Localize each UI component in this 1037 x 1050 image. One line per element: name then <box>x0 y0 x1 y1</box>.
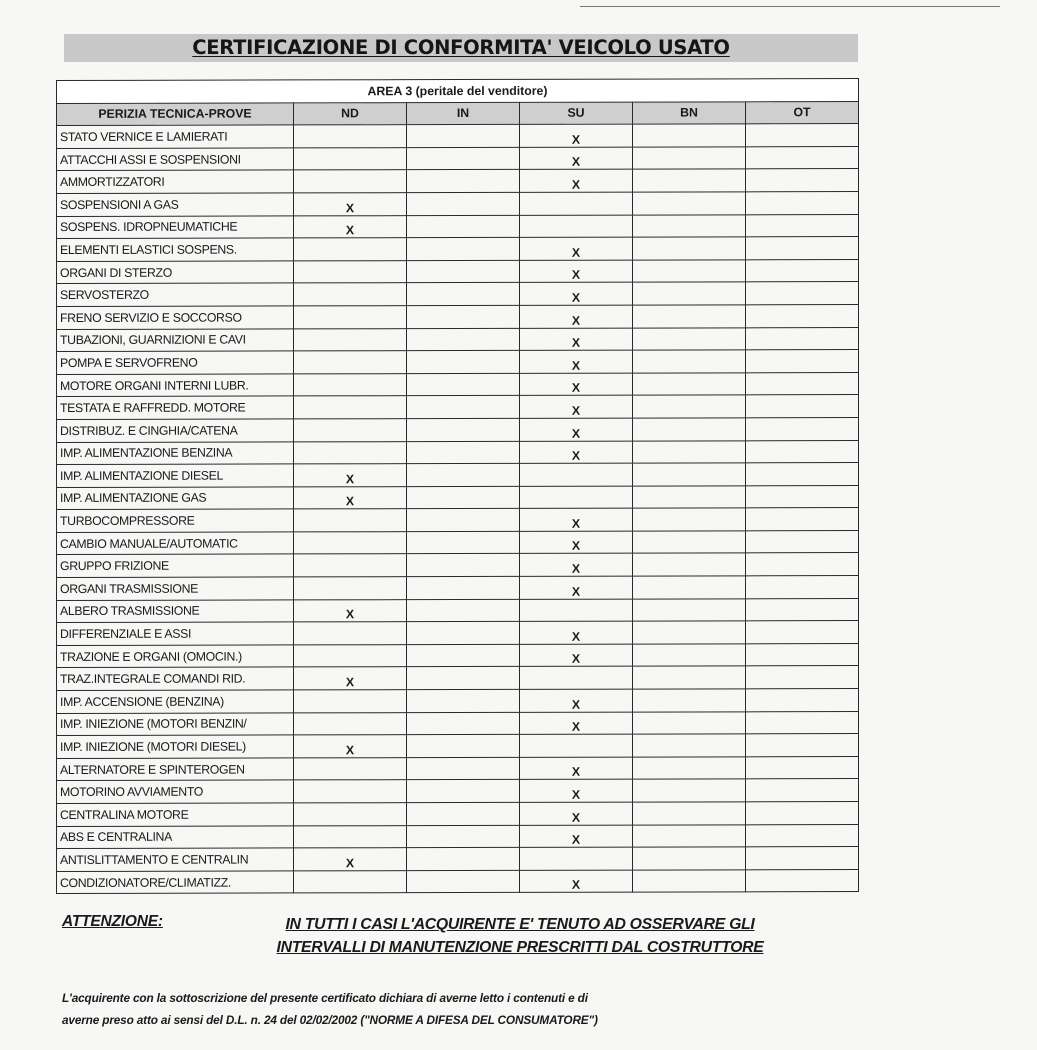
mark-cell-bn <box>633 666 746 689</box>
mark-cell-nd: X <box>294 464 407 487</box>
mark-cell-su: X <box>520 621 633 644</box>
mark-cell-ot <box>746 372 859 395</box>
row-label: DIFFERENZIALE E ASSI <box>57 622 294 645</box>
document-title: CERTIFICAZIONE DI CONFORMITA' VEICOLO USATO <box>192 36 730 59</box>
mark-cell-nd <box>294 644 407 667</box>
row-label: CAMBIO MANUALE/AUTOMATIC <box>57 532 294 555</box>
mark-cell-su <box>520 667 633 690</box>
row-label: CONDIZIONATORE/CLIMATIZZ. <box>57 871 294 894</box>
mark-cell-su: X <box>520 169 633 192</box>
mark-cell-su: X <box>520 418 633 441</box>
mark-cell-bn <box>633 418 746 441</box>
declaration-line-2: averne preso atto ai sensi del D.L. n. 24 del 02/02/2002 ("NORME A DIFESA DEL CONSUMATORE") <box>62 1013 598 1027</box>
mark-cell-bn <box>633 147 746 170</box>
mark-cell-bn <box>633 531 746 554</box>
mark-cell-in <box>407 441 520 464</box>
mark-cell-in <box>407 622 520 645</box>
table-row <box>57 508 859 533</box>
row-label: DISTRIBUZ. E CINGHIA/CATENA <box>57 419 294 442</box>
mark-cell-in <box>407 599 520 622</box>
mark-cell-bn <box>633 192 746 215</box>
inspection-table <box>56 78 859 894</box>
mark-cell-su: X <box>520 802 633 825</box>
table-row <box>57 124 859 149</box>
col-header-nd: ND <box>294 102 407 125</box>
row-label: SOSPENSIONI A GAS <box>57 193 294 216</box>
table-row <box>57 869 859 894</box>
mark-cell-su: X <box>520 328 633 351</box>
table-row <box>57 304 859 329</box>
table-row <box>57 779 859 804</box>
mark-cell-nd <box>294 870 407 893</box>
row-label: IMP. ALIMENTAZIONE GAS <box>57 487 294 510</box>
mark-cell-bn <box>633 779 746 802</box>
mark-cell-nd <box>294 283 407 306</box>
mark-cell-su: X <box>520 870 633 893</box>
mark-cell-su <box>520 847 633 870</box>
mark-cell-in <box>407 125 520 148</box>
mark-cell-nd: X <box>294 667 407 690</box>
mark-cell-nd <box>294 712 407 735</box>
table-row <box>57 146 859 171</box>
mark-cell-bn <box>633 598 746 621</box>
mark-cell-su: X <box>520 147 633 170</box>
mark-cell-bn <box>633 373 746 396</box>
row-label: ALTERNATORE E SPINTEROGEN <box>57 758 294 781</box>
table-row <box>57 711 859 736</box>
mark-cell-nd: X <box>294 193 407 216</box>
mark-cell-nd: X <box>294 215 407 238</box>
mark-cell-in <box>407 463 520 486</box>
table-row <box>57 847 859 872</box>
attention-line-2: INTERVALLI DI MANUTENZIONE PRESCRITTI DAL COSTRUTTORE <box>276 939 764 956</box>
table-row <box>57 576 859 601</box>
mark-cell-in <box>407 825 520 848</box>
declaration-line-1: L'acquirente con la sottoscrizione del presente certificato dichiara di averne letto i contenuti e di <box>62 991 588 1005</box>
mark-cell-in <box>407 238 520 261</box>
mark-cell-su: X <box>520 124 633 147</box>
mark-cell-ot <box>746 756 859 779</box>
mark-cell-bn <box>633 440 746 463</box>
mark-cell-su: X <box>520 282 633 305</box>
mark-cell-nd <box>294 577 407 600</box>
table-row <box>57 734 859 759</box>
mark-cell-ot <box>746 576 859 599</box>
table-row <box>57 802 859 827</box>
mark-cell-bn <box>633 824 746 847</box>
mark-cell-in <box>407 396 520 419</box>
mark-cell-nd <box>294 690 407 713</box>
row-label: TURBOCOMPRESSORE <box>57 509 294 532</box>
mark-cell-bn <box>633 802 746 825</box>
mark-cell-in <box>407 848 520 871</box>
row-label: ELEMENTI ELASTICI SOSPENS. <box>57 238 294 261</box>
row-label: TUBAZIONI, GUARNIZIONI E CAVI <box>57 328 294 351</box>
mark-cell-in <box>407 757 520 780</box>
mark-cell-nd <box>294 780 407 803</box>
mark-cell-bn <box>633 576 746 599</box>
mark-cell-ot <box>746 643 859 666</box>
table-row <box>57 485 859 510</box>
mark-cell-nd: X <box>294 599 407 622</box>
table-row <box>57 417 859 442</box>
attention-label: ATTENZIONE: <box>62 913 163 930</box>
row-label: IMP. INIEZIONE (MOTORI BENZIN/ <box>57 713 294 736</box>
row-label: IMP. ALIMENTAZIONE BENZINA <box>57 441 294 464</box>
col-header-perizia: PERIZIA TECNICA-PROVE <box>57 103 294 126</box>
mark-cell-in <box>407 802 520 825</box>
mark-cell-in <box>407 215 520 238</box>
mark-cell-ot <box>746 779 859 802</box>
mark-cell-ot <box>746 327 859 350</box>
mark-cell-su: X <box>520 757 633 780</box>
mark-cell-bn <box>633 169 746 192</box>
row-label: TESTATA E RAFFREDD. MOTORE <box>57 396 294 419</box>
mark-cell-ot <box>746 395 859 418</box>
mark-cell-bn <box>633 282 746 305</box>
mark-cell-bn <box>633 305 746 328</box>
mark-cell-in <box>407 509 520 532</box>
mark-cell-ot <box>746 621 859 644</box>
row-label: MOTORINO AVVIAMENTO <box>57 780 294 803</box>
mark-cell-in <box>407 486 520 509</box>
mark-cell-in <box>407 576 520 599</box>
mark-cell-in <box>407 712 520 735</box>
mark-cell-ot <box>746 485 859 508</box>
row-label: ANTISLITTAMENTO E CENTRALIN <box>57 848 294 871</box>
mark-cell-in <box>407 780 520 803</box>
mark-cell-ot <box>746 214 859 237</box>
mark-cell-su: X <box>520 260 633 283</box>
mark-cell-in <box>407 328 520 351</box>
mark-cell-in <box>407 170 520 193</box>
row-label: GRUPPO FRIZIONE <box>57 554 294 577</box>
mark-cell-su <box>520 215 633 238</box>
mark-cell-ot <box>746 417 859 440</box>
mark-cell-in <box>407 350 520 373</box>
mark-cell-nd <box>294 757 407 780</box>
top-rule-line <box>580 6 1000 7</box>
mark-cell-nd: X <box>294 848 407 871</box>
table-row <box>57 553 859 578</box>
col-header-su: SU <box>520 102 633 125</box>
table-row <box>57 282 859 307</box>
mark-cell-ot <box>746 237 859 260</box>
row-label: FRENO SERVIZIO E SOCCORSO <box>57 306 294 329</box>
mark-cell-su <box>520 734 633 757</box>
mark-cell-bn <box>633 124 746 147</box>
mark-cell-nd: X <box>294 735 407 758</box>
mark-cell-in <box>407 305 520 328</box>
col-header-bn: BN <box>633 101 746 124</box>
mark-cell-ot <box>746 282 859 305</box>
table-row <box>57 666 859 691</box>
mark-cell-in <box>407 667 520 690</box>
table-row <box>57 192 859 217</box>
mark-cell-bn <box>633 553 746 576</box>
table-row <box>57 689 859 714</box>
mark-cell-nd <box>294 170 407 193</box>
mark-cell-ot <box>746 508 859 531</box>
row-label: STATO VERNICE E LAMIERATI <box>57 125 294 148</box>
mark-cell-ot <box>746 146 859 169</box>
mark-cell-su: X <box>520 825 633 848</box>
mark-cell-nd <box>294 825 407 848</box>
area-header-row <box>57 79 859 104</box>
mark-cell-nd <box>294 441 407 464</box>
table-row <box>57 598 859 623</box>
mark-cell-bn <box>633 644 746 667</box>
mark-cell-bn <box>633 508 746 531</box>
mark-cell-nd <box>294 351 407 374</box>
attention-line-1: IN TUTTI I CASI L'ACQUIRENTE E' TENUTO AD OSSERVARE GLI <box>285 916 755 933</box>
row-label: SERVOSTERZO <box>57 283 294 306</box>
row-label: ALBERO TRASMISSIONE <box>57 600 294 623</box>
row-label: ORGANI DI STERZO <box>57 261 294 284</box>
mark-cell-ot <box>746 734 859 757</box>
mark-cell-su: X <box>520 237 633 260</box>
mark-cell-su <box>520 486 633 509</box>
mark-cell-nd <box>294 260 407 283</box>
row-label: MOTORE ORGANI INTERNI LUBR. <box>57 374 294 397</box>
mark-cell-bn <box>633 711 746 734</box>
mark-cell-nd <box>294 803 407 826</box>
row-label: SOSPENS. IDROPNEUMATICHE <box>57 215 294 238</box>
row-label: IMP. ACCENSIONE (BENZINA) <box>57 690 294 713</box>
mark-cell-nd <box>294 622 407 645</box>
mark-cell-ot <box>746 350 859 373</box>
mark-cell-bn <box>633 757 746 780</box>
mark-cell-in <box>407 689 520 712</box>
mark-cell-ot <box>746 598 859 621</box>
mark-cell-in <box>407 192 520 215</box>
row-label: ATTACCHI ASSI E SOSPENSIONI <box>57 148 294 171</box>
mark-cell-nd <box>294 532 407 555</box>
table-row <box>57 259 859 284</box>
mark-cell-in <box>407 644 520 667</box>
mark-cell-su: X <box>520 441 633 464</box>
mark-cell-nd <box>294 306 407 329</box>
mark-cell-nd <box>294 419 407 442</box>
mark-cell-ot <box>746 440 859 463</box>
mark-cell-bn <box>633 350 746 373</box>
table-row <box>57 530 859 555</box>
mark-cell-bn <box>633 734 746 757</box>
mark-cell-nd <box>294 554 407 577</box>
row-label: TRAZ.INTEGRALE COMANDI RID. <box>57 667 294 690</box>
mark-cell-in <box>407 373 520 396</box>
table-row <box>57 350 859 375</box>
mark-cell-in <box>407 147 520 170</box>
mark-cell-bn <box>633 237 746 260</box>
mark-cell-in <box>407 260 520 283</box>
mark-cell-bn <box>633 847 746 870</box>
mark-cell-su: X <box>520 779 633 802</box>
mark-cell-ot <box>746 847 859 870</box>
mark-cell-nd <box>294 125 407 148</box>
table-row <box>57 395 859 420</box>
row-label: IMP. ALIMENTAZIONE DIESEL <box>57 464 294 487</box>
mark-cell-ot <box>746 463 859 486</box>
mark-cell-nd <box>294 238 407 261</box>
mark-cell-in <box>407 735 520 758</box>
mark-cell-nd <box>294 509 407 532</box>
buyer-declaration <box>62 987 802 1031</box>
mark-cell-bn <box>633 463 746 486</box>
mark-cell-ot <box>746 802 859 825</box>
mark-cell-in <box>407 870 520 893</box>
mark-cell-su: X <box>520 644 633 667</box>
mark-cell-in <box>407 531 520 554</box>
mark-cell-ot <box>746 666 859 689</box>
row-label: AMMORTIZZATORI <box>57 170 294 193</box>
mark-cell-bn <box>633 327 746 350</box>
mark-cell-ot <box>746 530 859 553</box>
table-row <box>57 824 859 849</box>
table-row <box>57 237 859 262</box>
mark-cell-bn <box>633 214 746 237</box>
mark-cell-nd <box>294 373 407 396</box>
row-label: ABS E CENTRALINA <box>57 826 294 849</box>
mark-cell-bn <box>633 486 746 509</box>
mark-cell-ot <box>746 259 859 282</box>
mark-cell-su: X <box>520 531 633 554</box>
table-row <box>57 214 859 239</box>
area-title: AREA 3 (peritale del venditore) <box>57 79 859 104</box>
table-row <box>57 372 859 397</box>
mark-cell-bn <box>633 395 746 418</box>
mark-cell-ot <box>746 169 859 192</box>
mark-cell-su: X <box>520 576 633 599</box>
column-header-row <box>57 101 859 126</box>
mark-cell-su: X <box>520 508 633 531</box>
table-row <box>57 327 859 352</box>
mark-cell-su: X <box>520 689 633 712</box>
row-label: IMP. INIEZIONE (MOTORI DIESEL) <box>57 735 294 758</box>
mark-cell-ot <box>746 711 859 734</box>
table-row <box>57 643 859 668</box>
mark-cell-ot <box>746 689 859 712</box>
mark-cell-in <box>407 283 520 306</box>
mark-cell-ot <box>746 304 859 327</box>
mark-cell-ot <box>746 553 859 576</box>
table-row <box>57 440 859 465</box>
mark-cell-su: X <box>520 554 633 577</box>
mark-cell-bn <box>633 260 746 283</box>
mark-cell-su: X <box>520 373 633 396</box>
mark-cell-su: X <box>520 712 633 735</box>
mark-cell-su <box>520 192 633 215</box>
mark-cell-su <box>520 463 633 486</box>
mark-cell-ot <box>746 824 859 847</box>
table-row <box>57 169 859 194</box>
row-label: POMPA E SERVOFRENO <box>57 351 294 374</box>
mark-cell-nd <box>294 396 407 419</box>
mark-cell-bn <box>633 870 746 893</box>
mark-cell-bn <box>633 621 746 644</box>
mark-cell-su: X <box>520 350 633 373</box>
attention-notice <box>200 913 840 959</box>
mark-cell-su: X <box>520 305 633 328</box>
mark-cell-ot <box>746 192 859 215</box>
table-row <box>57 621 859 646</box>
mark-cell-in <box>407 418 520 441</box>
mark-cell-nd <box>294 328 407 351</box>
inspection-rows <box>57 124 859 894</box>
col-header-ot: OT <box>746 101 859 124</box>
mark-cell-ot <box>746 124 859 147</box>
mark-cell-su <box>520 599 633 622</box>
mark-cell-su: X <box>520 395 633 418</box>
table-row <box>57 463 859 488</box>
mark-cell-nd <box>294 147 407 170</box>
mark-cell-ot <box>746 869 859 892</box>
mark-cell-in <box>407 554 520 577</box>
col-header-in: IN <box>407 102 520 125</box>
mark-cell-nd: X <box>294 486 407 509</box>
table-row <box>57 756 859 781</box>
row-label: CENTRALINA MOTORE <box>57 803 294 826</box>
row-label: ORGANI TRASMISSIONE <box>57 577 294 600</box>
row-label: TRAZIONE E ORGANI (OMOCIN.) <box>57 645 294 668</box>
mark-cell-bn <box>633 689 746 712</box>
